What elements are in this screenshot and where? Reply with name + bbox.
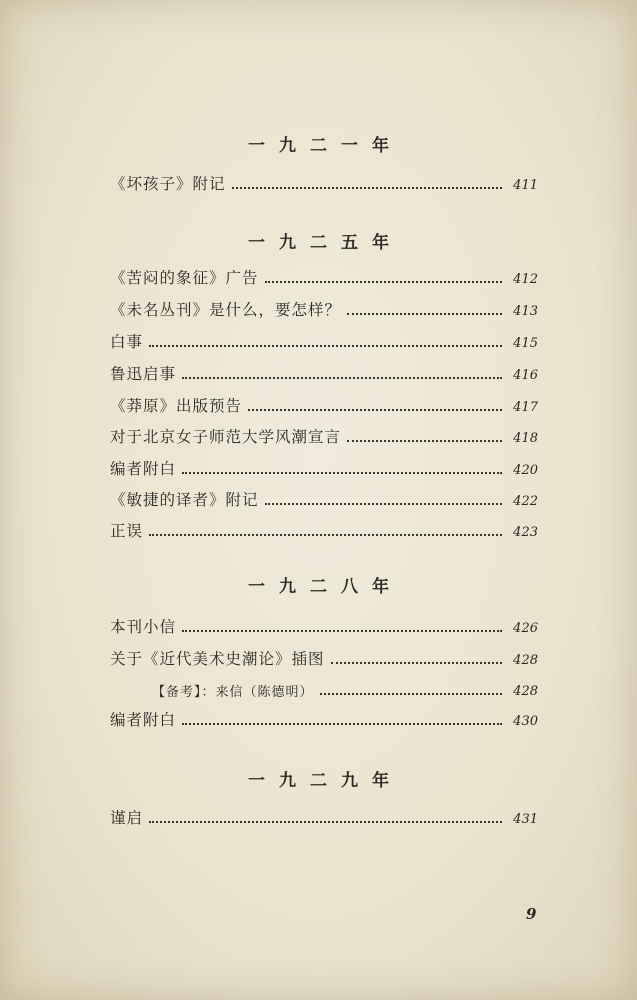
dot-leader <box>265 503 502 505</box>
entry-page-number: 423 <box>513 525 538 540</box>
entry-page-number: 416 <box>513 368 538 383</box>
entry-page-number: 426 <box>513 621 538 636</box>
entry-title: 《莽原》出版预告 <box>110 397 243 415</box>
dot-leader <box>182 630 502 632</box>
entry-title: 《苦闷的象征》广告 <box>110 269 259 287</box>
dot-leader <box>182 472 502 474</box>
entry-page-number: 431 <box>513 812 538 827</box>
entry-page-number: 430 <box>513 714 538 729</box>
entry-title: 《未名丛刊》是什么，要怎样？ <box>110 301 342 319</box>
entry-page-number: 422 <box>513 494 538 509</box>
entry-title: 鲁迅启事 <box>110 365 177 383</box>
dot-leader <box>149 821 502 823</box>
toc-entry[interactable] <box>110 266 538 288</box>
entry-page-number: 412 <box>513 272 538 287</box>
year-heading-1921: 一九二一年 <box>248 136 403 156</box>
toc-entry[interactable] <box>110 298 538 320</box>
entry-page-number: 411 <box>513 178 538 193</box>
year-heading-1925: 一九二五年 <box>248 233 403 253</box>
entry-page-number: 417 <box>513 400 538 415</box>
dot-leader <box>347 440 502 442</box>
entry-title: 本刊小信 <box>110 618 177 636</box>
entry-page-number: 428 <box>513 653 538 668</box>
entry-page-number: 428 <box>513 684 538 699</box>
entry-title: 白事 <box>110 333 144 351</box>
toc-entry[interactable] <box>110 362 538 384</box>
toc-entry[interactable] <box>110 172 538 194</box>
dot-leader <box>232 187 502 189</box>
toc-entry[interactable] <box>110 647 538 669</box>
toc-entry[interactable] <box>110 615 538 637</box>
year-heading-1928: 一九二八年 <box>248 577 403 597</box>
toc-entry[interactable] <box>110 394 538 416</box>
toc-entry[interactable] <box>110 708 538 730</box>
dot-leader <box>331 662 502 664</box>
entry-title: 对于北京女子师范大学风潮宣言 <box>110 428 342 446</box>
dot-leader <box>182 377 502 379</box>
entry-title: 《坏孩子》附记 <box>110 175 226 193</box>
dot-leader <box>182 723 502 725</box>
dot-leader <box>248 409 502 411</box>
entry-page-number: 418 <box>513 431 538 446</box>
toc-entry[interactable] <box>110 806 538 828</box>
toc-entry[interactable] <box>110 425 538 447</box>
entry-title: 编者附白 <box>110 460 177 478</box>
entry-page-number: 415 <box>513 336 538 351</box>
entry-page-number: 420 <box>513 463 538 478</box>
toc-entry[interactable] <box>110 519 538 541</box>
page-number: 9 <box>526 905 537 923</box>
entry-title: 《敏捷的译者》附记 <box>110 491 259 509</box>
dot-leader <box>149 345 502 347</box>
dot-leader <box>149 534 502 536</box>
entry-title: 正误 <box>110 522 144 540</box>
dot-leader <box>347 313 502 315</box>
entry-page-number: 413 <box>513 304 538 319</box>
dot-leader <box>320 693 502 695</box>
toc-entry[interactable] <box>110 488 538 510</box>
toc-entry-reference[interactable] <box>152 678 538 700</box>
entry-title: 编者附白 <box>110 711 177 729</box>
toc-entry[interactable] <box>110 330 538 352</box>
year-heading-1929: 一九二九年 <box>248 771 403 791</box>
entry-title: 关于《近代美术史潮论》插图 <box>110 650 325 668</box>
entry-title: 【备考】：来信（陈德明） <box>152 685 314 700</box>
toc-entry[interactable] <box>110 457 538 479</box>
dot-leader <box>265 281 502 283</box>
entry-title: 谨启 <box>110 809 144 827</box>
